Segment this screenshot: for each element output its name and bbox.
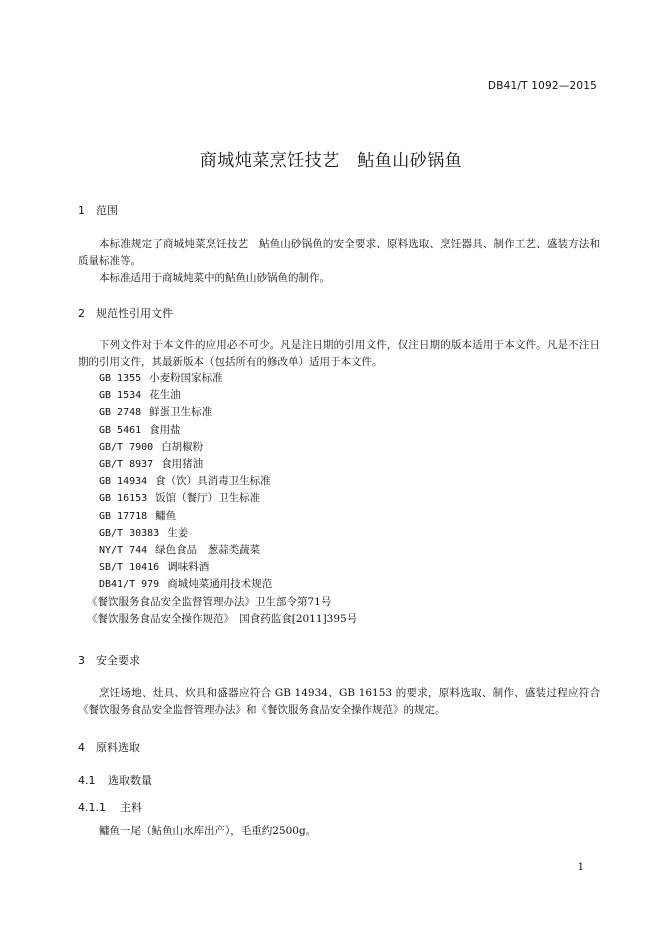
ref-title: 商城炖菜通用技术规范: [167, 578, 273, 591]
ref-code: DB41/T 979: [99, 579, 160, 591]
ref-title: 小麦粉国家标准: [149, 372, 223, 384]
list-item: [99, 370, 357, 387]
list-item: 《餐饮服务食品安全监督管理办法》卫生部令第71号: [87, 595, 332, 608]
section-number: 4.1: [78, 774, 96, 787]
main-ingredient-paragraph: 鳙鱼一尾（鲇鱼山水库出产），毛重约2500g。: [99, 825, 317, 837]
list-item: [99, 404, 357, 421]
ref-code: GB 5461: [99, 424, 142, 436]
list-item: [99, 456, 357, 473]
list-item: [99, 387, 357, 404]
ref-title: 绿色食品 葱蒜类蔬菜: [155, 544, 261, 557]
section-title: 选取数量: [108, 774, 152, 787]
list-item: [99, 473, 357, 490]
ref-code: SB/T 10416: [99, 562, 160, 574]
ref-code: NY/T 744: [99, 545, 148, 557]
ref-code: GB 14934: [99, 476, 148, 488]
section-number: 4: [78, 741, 85, 754]
ref-title: 鲜蛋卫生标准: [149, 406, 213, 419]
ref-title: 鳙鱼: [155, 509, 177, 522]
ref-title: 白胡椒粉: [161, 440, 204, 453]
list-item: [99, 490, 357, 507]
ref-title: 生姜: [167, 526, 189, 539]
section-heading-normative: [78, 305, 173, 321]
ref-code: GB 17718: [99, 510, 148, 522]
section-number: 1: [78, 204, 85, 217]
ref-title: 食（饮）具消毒卫生标准: [155, 475, 271, 488]
section-title: 规范性引用文件: [96, 307, 173, 320]
list-item: [99, 542, 357, 559]
ref-code: GB 2748: [99, 407, 142, 419]
ref-title: 食用盐: [149, 423, 181, 436]
section-title: 范围: [96, 204, 118, 217]
ref-code: GB/T 7900: [99, 441, 154, 453]
section-heading-safety: [78, 652, 140, 668]
ref-code: GB/T 8937: [99, 459, 154, 471]
list-item: [99, 422, 357, 439]
section-number: 4.1.1: [78, 801, 106, 814]
ref-title: 食用猪油: [161, 458, 204, 471]
section-title: 主料: [120, 801, 142, 814]
ref-code: GB 1534: [99, 390, 142, 402]
scope-paragraph-2: 本标准适用于商城炖菜中的鲇鱼山砂锅鱼的制作。: [99, 272, 330, 284]
reference-list: [87, 370, 358, 628]
ref-title: 调味料酒: [167, 561, 210, 574]
section-title: 安全要求: [96, 654, 140, 667]
subsection-heading-quantity: [78, 772, 152, 788]
section-heading-materials: [78, 739, 140, 755]
list-item: [99, 559, 357, 576]
document-title: 商城炖菜烹饪技艺 鲇鱼山砂锅鱼: [199, 151, 463, 171]
ref-code: GB/T 30383: [99, 527, 160, 539]
list-item: 《餐饮服务食品安全操作规范》 国食药监食[2011]395号: [87, 612, 358, 625]
ref-title: 花生油: [149, 389, 181, 402]
list-item: [99, 576, 357, 593]
list-item: [99, 508, 357, 525]
page-number: 1: [577, 862, 584, 873]
standard-code: DB41/T 1092—2015: [487, 80, 597, 92]
ref-title: 饭馆（餐厅）卫生标准: [155, 492, 261, 505]
normative-intro: 下列文件对于本文件的应用必不可少。凡是注日期的引用文件，仅注日期的版本适用于本文件。凡是不注日期的引用文件，其最新版本（包括所有的修改单）适用于本文件。: [78, 339, 600, 368]
section-number: 2: [78, 307, 85, 320]
subsection-heading-main-ingredient: [78, 799, 142, 815]
scope-paragraph-1: 本标准规定了商城炖菜烹饪技艺 鲇鱼山砂锅鱼的安全要求、原料选取、烹饪器具、制作工艺、盛装方法和质量标准等。: [78, 238, 600, 267]
ref-code: GB 16153: [99, 493, 148, 505]
section-heading-scope: [78, 202, 118, 218]
list-item: [99, 439, 357, 456]
list-item: [99, 525, 357, 542]
section-title: 原料选取: [96, 741, 140, 754]
safety-paragraph: 烹饪场地、灶具、炊具和盛器应符合 GB 14934、GB 16153 的要求，原料选取、制作、盛装过程应符合《餐饮服务食品安全监督管理办法》和《餐饮服务食品安全操作规范》的规定。: [78, 687, 600, 716]
section-number: 3: [78, 654, 85, 667]
ref-code: GB 1355: [99, 373, 142, 384]
